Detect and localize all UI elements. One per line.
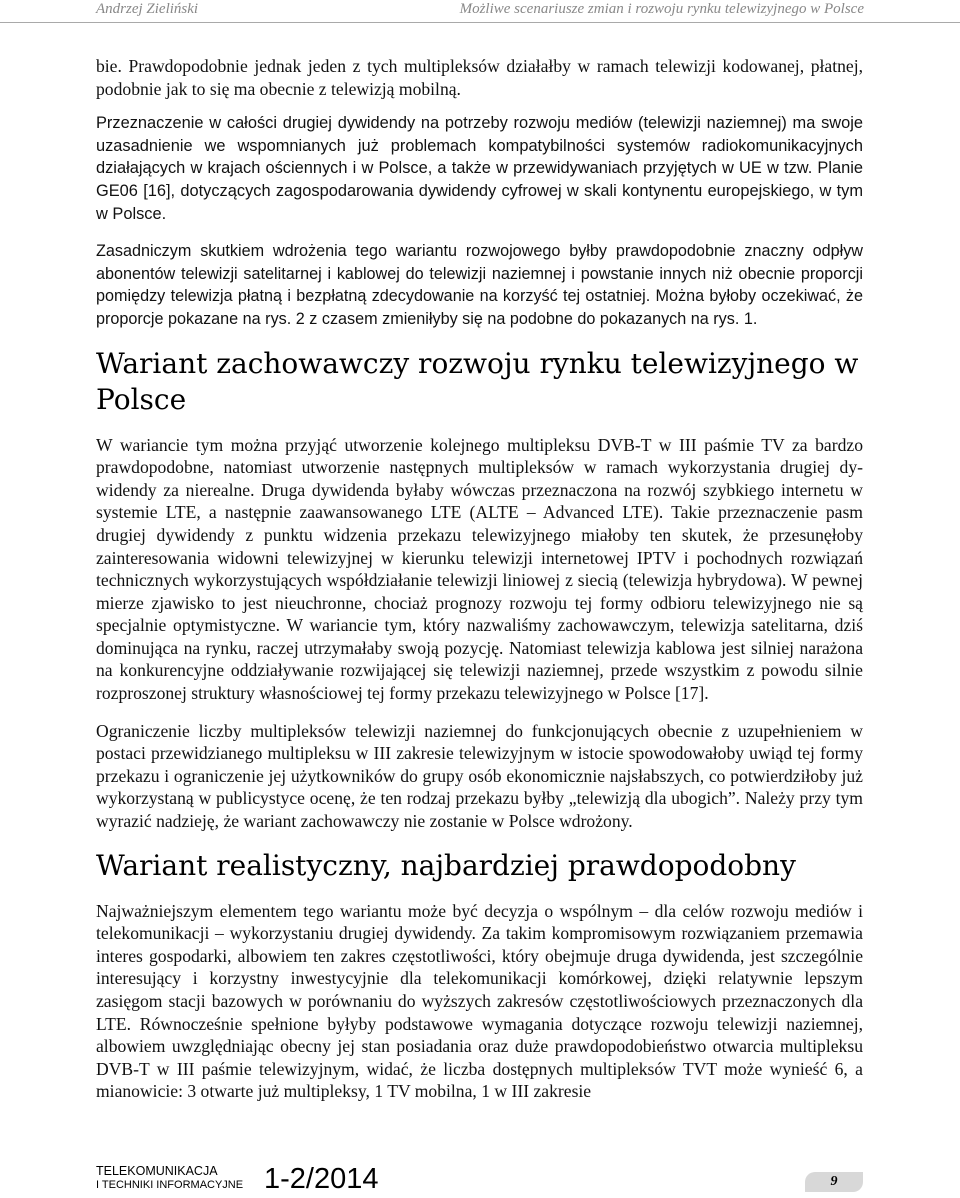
- journal-brand-line-1: TELEKOMUNIKACJA: [96, 1164, 218, 1178]
- page-number-badge: 9: [805, 1172, 863, 1192]
- paragraph-conservative-variant: W wariancie tym można przyjąć utworzenie kolejnego multipleksu DVB-T w III paśmie TV za bardzo prawdopodobne, natomiast utworzenie następnych multipleksów w ramach wykorzystania drugiej dywidendy za nierealne. Druga dywidenda byłaby wówczas przeznaczona na rozwój szybkiego internetu w systemie LTE, a następnie zaawansowanego LTE (ALTE – Advanced LTE). Takie przeznaczenie pasm drugiej dywidendy z punktu widzenia przekazu telewizyjnego miałoby ten skutek, że przesunęłoby zainteresowania widowni telewizyjnej w kierunku telewizji internetowej IPTV i pochodnych rozwiązań technicznych wykorzystujących współdziałanie telewizji liniowej z siecią (telewizja hybrydowa). W pewnej mierze zjawisko to jest nieuchronne, chociaż prognozy rozwoju tej formy odbioru telewizyjnego nie są specjalnie optymistyczne. W wariancie tym, który nazwaliśmy zachowawczym, telewizja satelitarna, dziś dominująca na rynku, raczej utrzymałaby swoją pozycję. Natomiast telewizja kablowa jest silniej narażona na konkurencyjne oddziaływanie rozwijającej się telewizji naziemnej, przede wszystkim z powodu silnie rozproszonej struktury własnościowej tej formy przekazu telewizyjnego w Polsce [17].: [96, 434, 863, 704]
- running-header-author: Andrzej Zieliński: [96, 1, 199, 17]
- journal-brand-line-2: I TECHNIKI INFORMACYJNE: [96, 1179, 244, 1191]
- journal-brand: [96, 1164, 243, 1192]
- running-header-title: Możliwe scenariusze zmian i rozwoju rynku telewizyjnego w Polsce: [459, 1, 864, 17]
- paragraph-realistic-variant: Najważniejszym elementem tego wariantu może być decyzja o wspólnym – dla celów rozwoju mediów i telekomunikacji – wykorzystaniu drugiej dywidendy. Za takim kompromisowym rozwiązaniem przemawia interes gospodarki, albowiem ten zakres częstotliwości, który obejmuje druga dywidenda, jest szczególnie interesujący i korzystny inwestycyjnie dla telekomunikacji komórkowej, dzięki relatywnie lepszym zasięgom stacji bazowych w porównaniu do wyższych zakresów częstotliwościowych przeznaczonych dla LTE. Równocześnie spełnione byłyby podstawowe wymagania dotyczące rozwoju telewizji naziemnej, albowiem uwzględniając obecny jej stan posiadania oraz duże prawdopodobieństwo otwarcia multipleksu DVB-T w III paśmie telewizyjnym, widać, że liczba dostępnych multipleksów TVT może wynieść 6, a mianowicie: 3 otwarte już multipleksy, 1 TV mobilna, 1 w III zakresie: [96, 900, 863, 1102]
- section-heading-conservative-variant: Wariant zachowawczy rozwoju rynku telewizyjnego w Polsce: [96, 346, 859, 416]
- article-body: [96, 55, 863, 1118]
- paragraph-second-dividend: Przeznaczenie w całości drugiej dywidendy na potrzeby rozwoju mediów (telewizji naziemnej) ma swoje uzasadnienie we wspomnianych już problemach kompatybilności systemów radiokomunikacyjnych działających w krajach ościennych i w Polsce, a także w przewidywaniach przyjętych w UE w tzw. Planie GE06 [16], dotyczących zagospodarowania dywidendy cyfrowej w skali kontynentu europejskiego, w tym w Polsce.: [96, 114, 863, 223]
- paragraph-consequences: Zasadniczym skutkiem wdrożenia tego wariantu rozwojowego byłby prawdopodobnie znaczny odpływ abonentów telewizji satelitarnej i kablowej do telewizji naziemnej i powstanie innych niż obecnie proporcji pomiędzy telewizja płatną i bezpłatną zdecydowanie na korzyść tej ostatniej. Można byłoby oczekiwać, że proporcje pokazane na rys. 2 z czasem zmieniłyby się na podobne do pokazanych na rys. 1.: [96, 242, 863, 328]
- running-header: [0, 0, 960, 23]
- paragraph-multiplex-limitation: Ograniczenie liczby multipleksów telewizji naziemnej do funkcjonujących obecnie z uzupełnieniem w postaci przewidzianego multipleksu w III zakresie telewizyjnym w istocie spowodowałoby uwiąd tej formy przekazu i ograniczenie jej użytkowników do grupy osób ekonomicznie najsłabszych, co potwierdziłoby już wykorzystaną w publicystyce ocenę, że ten rodzaj przekazu byłby „telewizją dla ubogich”. Należy przy tym wyrazić nadzieję, że wariant zachowawczy nie zostanie w Polsce wdrożony.: [96, 720, 863, 832]
- section-heading-realistic-variant: Wariant realistyczny, najbardziej prawdopodobny: [96, 848, 796, 882]
- journal-issue: 1-2/2014: [264, 1163, 379, 1195]
- page-footer: [96, 1160, 863, 1198]
- paragraph-continued: bie. Prawdopodobnie jednak jeden z tych multipleksów działałby w ramach telewizji kodowanej, płatnej, podobnie jak to się ma obecnie z telewizją mobilną.: [96, 56, 863, 99]
